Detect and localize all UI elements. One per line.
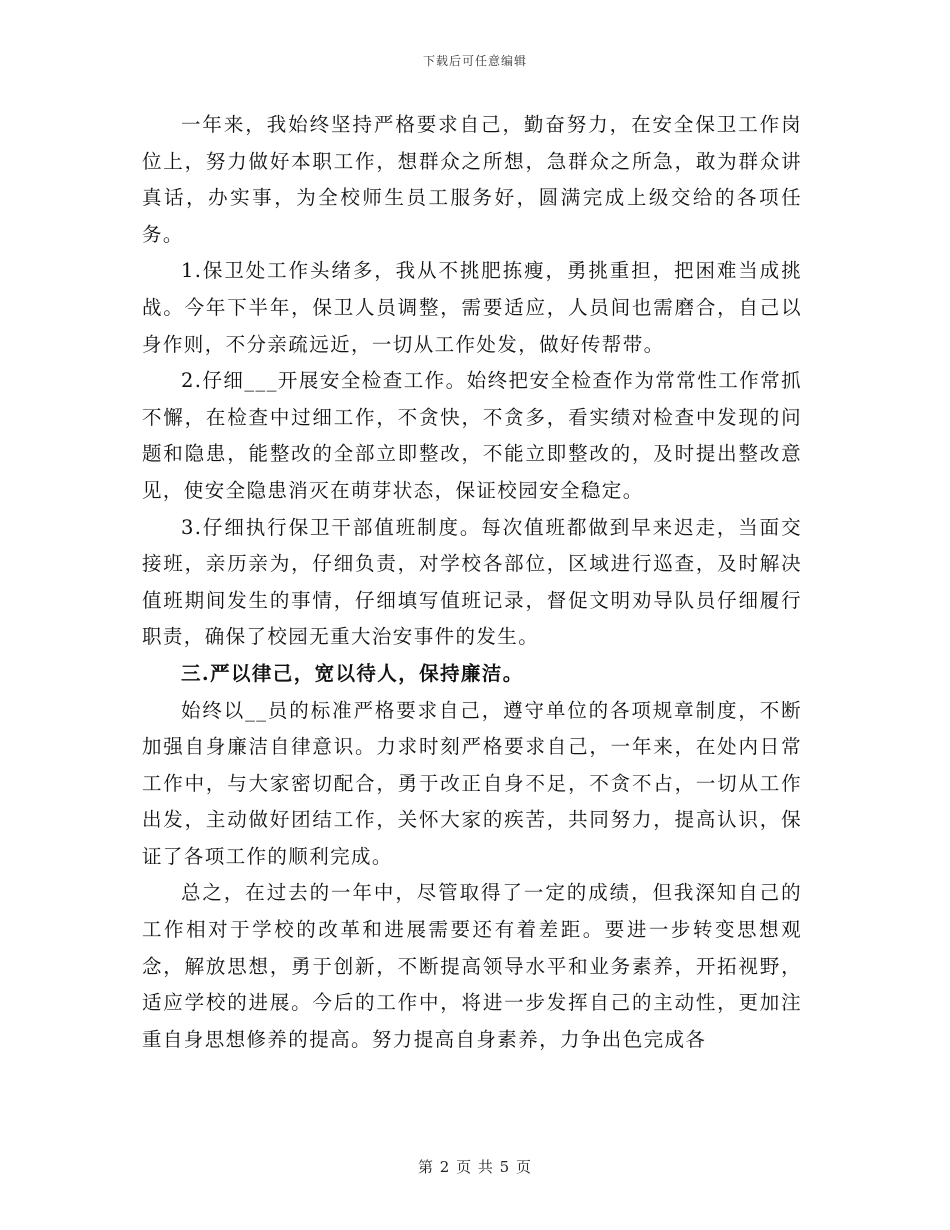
section-heading: 三.严以律己，宽以待人，保持廉洁。 bbox=[181, 661, 524, 685]
document-body bbox=[142, 107, 802, 1058]
paragraph-item-3: 3.仔细执行保卫干部值班制度。每次值班都做到早来迟走，当面交接班，亲历亲为，仔细负责，对学校各部位，区域进行巡查，及时解决值班期间发生的事情，仔细填写值班记录，督促文明劝导队员仔细履行职责，确保了校园无重大治安事件的发生。 bbox=[142, 515, 802, 649]
page-header: 下载后可任意编辑 bbox=[422, 54, 527, 68]
paragraph-conclusion: 总之，在过去的一年中，尽管取得了一定的成绩，但我深知自己的工作相对于学校的改革和进展需要还有着差距。要进一步转变思想观念，解放思想，勇于创新，不断提高领导水平和业务素养，开拓视野，适应学校的进展。今后的工作中，将进一步发挥自己的主动性，更加注重自身思想修养的提高。努力提高自身素养，力争出色完成各 bbox=[142, 881, 802, 1051]
paragraph-intro: 一年来，我始终坚持严格要求自己，勤奋努力，在安全保卫工作岗位上，努力做好本职工作，想群众之所想，急群众之所急，敢为群众讲真话，办实事，为全校师生员工服务好，圆满完成上级交给的各项任务。 bbox=[142, 113, 802, 246]
paragraph-integrity: 始终以__员的标准严格要求自己，遵守单位的各项规章制度，不断加强自身廉洁自律意识。力求时刻严格要求自己，一年来，在处内日常工作中，与大家密切配合，勇于改正自身不足，不贪不占，一切从工作出发，主动做好团结工作，关怀大家的疾苦，共同努力，提高认识，保证了各项工作的顺利完成。 bbox=[142, 698, 802, 868]
page-number: 第 2 页 共 5 页 bbox=[418, 1158, 532, 1176]
paragraph-item-2: 2.仔细___开展安全检查工作。始终把安全检查作为常常性工作常抓不懈，在检查中过细工作，不贪快，不贪多，看实绩对检查中发现的问题和隐患，能整改的全部立即整改，不能立即整改的，及时提出整改意见，使安全隐患消灭在萌芽状态，保证校园安全稳定。 bbox=[142, 369, 802, 502]
paragraph-item-1: 1.保卫处工作头绪多，我从不挑肥拣瘦，勇挑重担，把困难当成挑战。今年下半年，保卫人员调整，需要适应，人员间也需磨合，自己以身作则，不分亲疏远近，一切从工作处发，做好传帮带。 bbox=[142, 259, 802, 356]
